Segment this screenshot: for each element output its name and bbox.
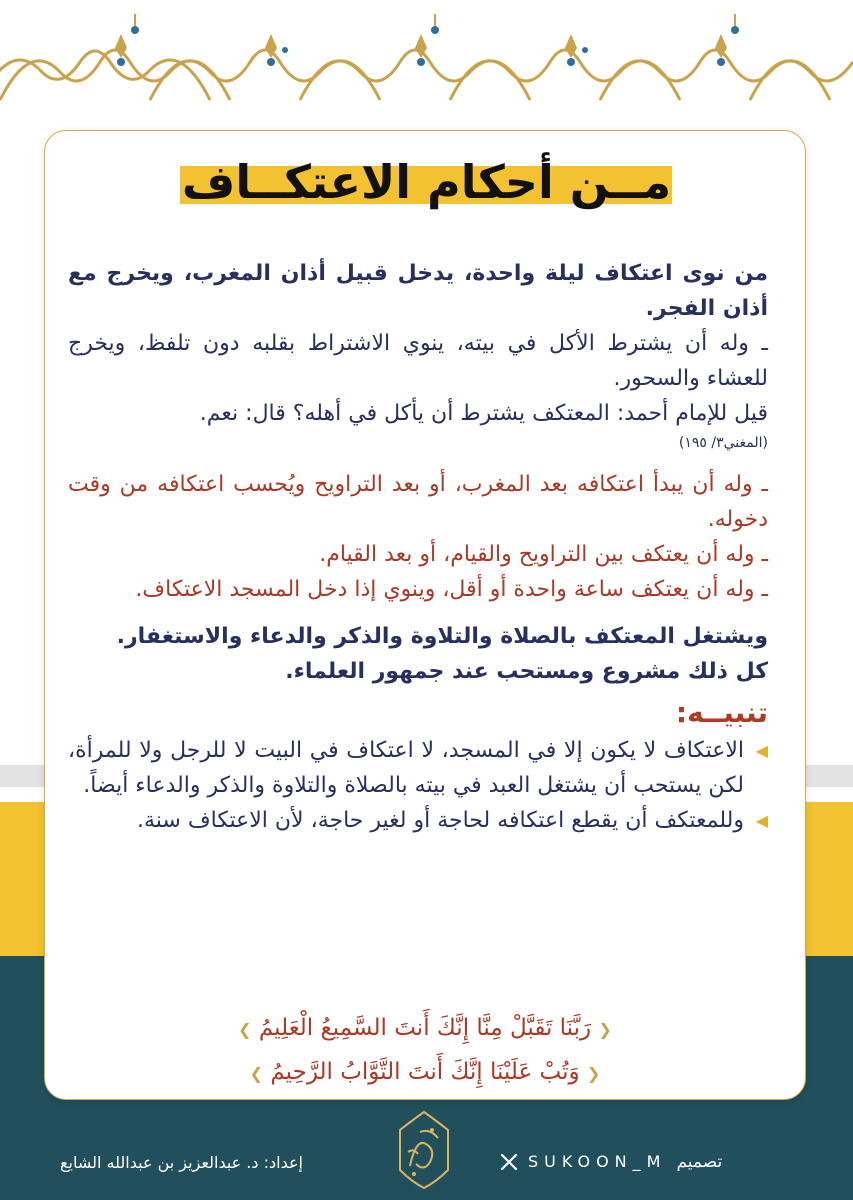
ornament-bracket-icon: ❮: [586, 1064, 601, 1083]
notice-bullet-text: الاعتكاف لا يكون إلا في المسجد، لا اعتكاف في البيت لا للرجل ولا للمرأة، لكن يستحب أن يشتغل العبد في بيته بالصلاة والتلاوة والذكر والدعاء أيضاً.: [68, 738, 744, 798]
ornament-bracket-icon: ❮: [598, 1020, 612, 1039]
paragraph-4: ـ وله أن يبدأ اعتكافه بعد المغرب، أو بعد التراويح ويُحسب اعتكافه من وقت دخوله.: [68, 472, 768, 532]
paragraph-2: ـ وله أن يشترط الأكل في بيته، ينوي الاشتراط بقلبه دون تلفظ، ويخرج للعشاء والسحور.: [68, 331, 768, 391]
paragraph-3: قيل للإمام أحمد: المعتكف يشترط أن يأكل في أهله؟ قال: نعم.: [199, 401, 768, 426]
design-label: تصميم: [676, 1152, 723, 1172]
dua-line-1: [200, 1008, 650, 1048]
x-logo-icon[interactable]: [500, 1153, 518, 1171]
ornament-bracket-icon: ❯: [238, 1020, 252, 1039]
paragraph-6: ـ وله أن يعتكف ساعة واحدة أو أقل، وينوي إذا دخل المسجد الاعتكاف.: [135, 577, 768, 602]
bullet-arrow-icon: ◀: [755, 811, 768, 830]
notice-bullet: [68, 733, 768, 803]
dua-line-2: [200, 1052, 650, 1092]
design-credit: [500, 1146, 800, 1178]
reference-note: (المغني٣/ ١٩٥): [678, 435, 768, 451]
author-credit: إعداد: د. عبدالعزيز بن عبدالله الشايع: [60, 1153, 303, 1172]
mubarak-seal-icon: [386, 1108, 462, 1192]
paragraph-7: ويشتغل المعتكف بالصلاة والتلاوة والذكر والدعاء والاستغفار.: [116, 624, 768, 649]
ornament-bracket-icon: ❯: [249, 1064, 264, 1083]
notice-bullet-text: وللمعتكف أن يقطع اعتكافه لحاجة أو لغير حاجة، لأن الاعتكاف سنة.: [136, 808, 744, 833]
bullet-arrow-icon: ◀: [755, 741, 768, 760]
page-title: مــن أحكام الاعتكــاف: [181, 155, 672, 209]
dua-text: رَبَّنَا تَقَبَّلْ مِنَّا إِنَّكَ أَنتَ السَّمِيعُ الْعَلِيمُ: [258, 1015, 592, 1041]
ornament-border-icon: [0, 0, 853, 110]
paragraph-1: من نوى اعتكاف ليلة واحدة، يدخل قبيل أذان المغرب، ويخرج مع أذان الفجر.: [68, 261, 768, 321]
content-body: [68, 256, 768, 838]
notice-bullet: [68, 803, 768, 838]
dua-text: وَتُبْ عَلَيْنَا إِنَّكَ أَنتَ التَّوَّابُ الرَّحِيمُ: [270, 1059, 580, 1085]
designer-handle[interactable]: SUKOON_M: [528, 1152, 667, 1171]
paragraph-5: ـ وله أن يعتكف بين التراويح والقيام، أو بعد القيام.: [319, 542, 768, 567]
notice-heading: تنبيــه:: [675, 696, 768, 729]
paragraph-8: كل ذلك مشروع ومستحب عند جمهور العلماء.: [285, 659, 768, 684]
